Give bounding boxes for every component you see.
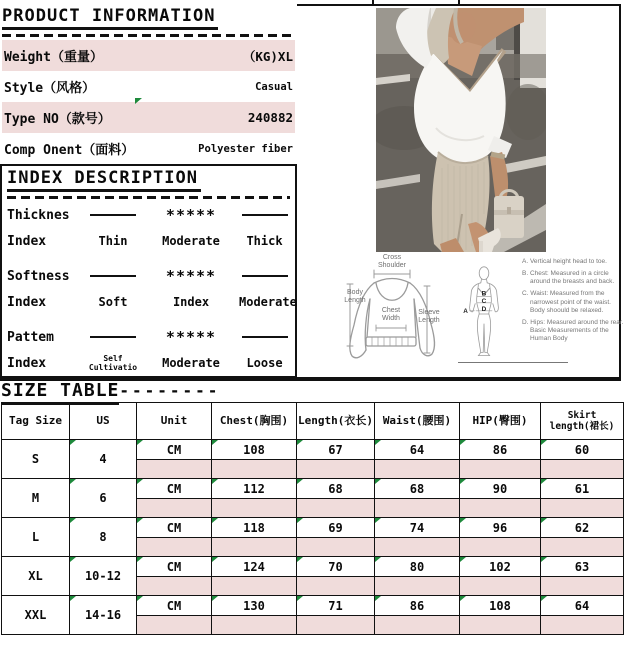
col-header-skirt-length: Skirt length(裙长) bbox=[541, 403, 624, 440]
size-row-xxl bbox=[2, 596, 624, 616]
length-cell: 68 bbox=[297, 479, 375, 499]
cell-flag-icon bbox=[460, 596, 466, 601]
range-line bbox=[83, 214, 143, 216]
thickness-option-thin: Thin bbox=[98, 234, 128, 248]
tag-size-cell: XL bbox=[2, 557, 70, 596]
cell-flag-icon bbox=[375, 440, 381, 445]
tag-size-cell: M bbox=[2, 479, 70, 518]
thickness-option-thick: Thick bbox=[246, 234, 283, 248]
softness-scale-row bbox=[7, 263, 290, 289]
cell-flag-icon bbox=[297, 479, 303, 484]
index-label: Index bbox=[7, 294, 47, 310]
cell-flag-icon bbox=[70, 440, 76, 445]
cell-flag-icon bbox=[297, 557, 303, 562]
cell-flag-icon bbox=[297, 440, 303, 445]
sleeve-length-label: Sleeve Length bbox=[418, 309, 440, 324]
product-info-rows bbox=[2, 40, 295, 164]
unit-cell: CM bbox=[137, 518, 212, 538]
size-row-m bbox=[2, 479, 624, 499]
product-info-row-typeno bbox=[2, 102, 295, 133]
cell-flag-icon bbox=[541, 440, 547, 445]
weight-label: Weight（重量） bbox=[4, 50, 103, 65]
body-length-label: Body Length bbox=[344, 289, 366, 304]
cell-flag-icon bbox=[375, 596, 381, 601]
us-size-cell: 6 bbox=[70, 479, 137, 518]
body-figure-diagram bbox=[460, 257, 508, 367]
note-hips: D. Hips: Measured around the rear. Basic Measurements of the Human Body bbox=[522, 318, 624, 342]
hip-cell: 102 bbox=[460, 557, 541, 577]
range-line bbox=[83, 336, 143, 338]
note-waist: C. Waist: Measured from the narrowest point of the waist. Body shoould be relaxed. bbox=[522, 290, 611, 314]
col-header-hip: HIP(臀围) bbox=[460, 403, 541, 440]
product-info-row-weight bbox=[2, 40, 295, 71]
range-line bbox=[239, 275, 290, 277]
measurement-diagram bbox=[330, 253, 622, 375]
chest-width-label: Chest Width bbox=[381, 307, 401, 322]
unit-cell: CM bbox=[137, 440, 212, 460]
component-label: Comp Onent（面料） bbox=[4, 143, 135, 158]
note-chest: B. Chest: Measured in a circle around the breasts and back. bbox=[522, 270, 615, 286]
unit-cell: CM bbox=[137, 557, 212, 577]
unit-cell: CM bbox=[137, 479, 212, 499]
range-line bbox=[239, 336, 290, 338]
size-row-l bbox=[2, 518, 624, 538]
figure-letter-b: B bbox=[481, 290, 487, 298]
typeno-label: Type NO（款号） bbox=[4, 112, 111, 127]
cell-flag-icon bbox=[541, 518, 547, 523]
grid-tick bbox=[372, 0, 374, 4]
product-photo bbox=[376, 8, 546, 252]
chest-cell: 112 bbox=[212, 479, 297, 499]
cell-flag-icon bbox=[541, 479, 547, 484]
us-size-cell: 14-16 bbox=[70, 596, 137, 635]
size-row-s bbox=[2, 440, 624, 460]
size-table-title bbox=[1, 381, 624, 401]
cell-flag-icon bbox=[70, 479, 76, 484]
cell-flag-icon bbox=[137, 557, 143, 562]
softness-stars: ***** bbox=[165, 267, 217, 285]
cell-flag-icon bbox=[137, 518, 143, 523]
cell-flag-icon bbox=[541, 557, 547, 562]
unit-cell: CM bbox=[137, 596, 212, 616]
hip-cell: 108 bbox=[460, 596, 541, 616]
thickness-stars: ***** bbox=[165, 206, 217, 224]
diagram-baseline bbox=[458, 362, 568, 363]
cell-flag-icon bbox=[212, 596, 218, 601]
skirt-cell: 64 bbox=[541, 596, 624, 616]
col-header-tag-size: Tag Size bbox=[2, 403, 70, 440]
size-table bbox=[1, 402, 624, 635]
style-value: Casual bbox=[255, 80, 293, 93]
size-table-section bbox=[1, 381, 624, 635]
col-header-length: Length(衣长) bbox=[297, 403, 375, 440]
col-header-unit: Unit bbox=[137, 403, 212, 440]
range-line bbox=[83, 275, 143, 277]
cell-flag-icon bbox=[212, 440, 218, 445]
col-header-us: US bbox=[70, 403, 137, 440]
grid-tick bbox=[458, 0, 460, 4]
size-table-header-row bbox=[2, 403, 624, 440]
product-info-title: PRODUCT INFORMATION bbox=[2, 6, 218, 30]
cell-flag-icon bbox=[460, 518, 466, 523]
figure-letter-a: A bbox=[463, 308, 468, 316]
waist-cell: 86 bbox=[375, 596, 460, 616]
pattern-option-selfcultivation: Self Cultivatio bbox=[88, 353, 138, 372]
us-size-cell: 8 bbox=[70, 518, 137, 557]
panel-top-border bbox=[297, 4, 621, 6]
cell-flag-icon bbox=[541, 596, 547, 601]
pattern-label: Pattem bbox=[7, 329, 54, 345]
pattern-options-row bbox=[7, 350, 290, 376]
size-row-xl bbox=[2, 557, 624, 577]
typeno-value: 240882 bbox=[247, 110, 293, 125]
style-label: Style（风格） bbox=[4, 81, 96, 96]
hip-cell: 96 bbox=[460, 518, 541, 538]
product-info-row-component bbox=[2, 133, 295, 164]
cell-flag-icon bbox=[70, 596, 76, 601]
chest-cell: 118 bbox=[212, 518, 297, 538]
cell-flag-icon bbox=[212, 557, 218, 562]
col-header-chest: Chest(胸围) bbox=[212, 403, 297, 440]
weight-value: （KG)XL bbox=[242, 48, 293, 64]
cell-flag-icon bbox=[70, 557, 76, 562]
skirt-cell: 60 bbox=[541, 440, 624, 460]
waist-cell: 74 bbox=[375, 518, 460, 538]
hip-cell: 86 bbox=[460, 440, 541, 460]
chest-cell: 108 bbox=[212, 440, 297, 460]
waist-cell: 68 bbox=[375, 479, 460, 499]
dashed-divider bbox=[2, 34, 295, 37]
cell-flag-icon bbox=[375, 479, 381, 484]
cell-flag-icon bbox=[297, 518, 303, 523]
thickness-label: Thicknes bbox=[7, 207, 70, 223]
cell-flag-icon bbox=[375, 557, 381, 562]
index-description-section bbox=[0, 164, 297, 378]
thickness-scale-row bbox=[7, 202, 290, 228]
length-cell: 67 bbox=[297, 440, 375, 460]
skirt-cell: 61 bbox=[541, 479, 624, 499]
cell-flag-icon bbox=[135, 98, 142, 104]
index-grid bbox=[7, 202, 297, 376]
length-cell: 69 bbox=[297, 518, 375, 538]
chest-cell: 124 bbox=[212, 557, 297, 577]
figure-letter-d: D bbox=[481, 305, 487, 313]
softness-option-index: Index bbox=[172, 295, 210, 309]
length-cell: 71 bbox=[297, 596, 375, 616]
us-size-cell: 10-12 bbox=[70, 557, 137, 596]
waist-cell: 80 bbox=[375, 557, 460, 577]
cell-flag-icon bbox=[212, 518, 218, 523]
cell-flag-icon bbox=[212, 479, 218, 484]
softness-options-row bbox=[7, 289, 297, 315]
pattern-stars: ***** bbox=[165, 328, 217, 346]
product-info-section bbox=[2, 6, 295, 164]
col-header-waist: Waist(腰围) bbox=[375, 403, 460, 440]
cell-flag-icon bbox=[297, 596, 303, 601]
pattern-scale-row bbox=[7, 324, 290, 350]
cell-flag-icon bbox=[137, 596, 143, 601]
thickness-options-row bbox=[7, 228, 290, 254]
dashed-divider bbox=[7, 196, 290, 199]
chest-cell: 130 bbox=[212, 596, 297, 616]
cell-flag-icon bbox=[137, 440, 143, 445]
skirt-cell: 63 bbox=[541, 557, 624, 577]
softness-label: Softness bbox=[7, 268, 70, 284]
component-value: Polyester fiber bbox=[198, 142, 293, 155]
tag-size-cell: XXL bbox=[2, 596, 70, 635]
cell-flag-icon bbox=[460, 479, 466, 484]
waist-cell: 64 bbox=[375, 440, 460, 460]
tag-size-cell: S bbox=[2, 440, 70, 479]
note-height: A. Vertical height head to toe. bbox=[522, 258, 607, 265]
length-cell: 70 bbox=[297, 557, 375, 577]
range-line bbox=[239, 214, 290, 216]
softness-option-soft: Soft bbox=[98, 295, 128, 309]
index-label: Index bbox=[7, 233, 47, 249]
measurement-notes bbox=[522, 258, 625, 347]
us-size-cell: 4 bbox=[70, 440, 137, 479]
skirt-cell: 62 bbox=[541, 518, 624, 538]
pattern-option-moderate: Moderate bbox=[162, 356, 220, 370]
tag-size-cell: L bbox=[2, 518, 70, 557]
cell-flag-icon bbox=[137, 479, 143, 484]
thickness-option-moderate: Moderate bbox=[162, 234, 220, 248]
softness-option-moderate: Moderate bbox=[239, 295, 297, 309]
index-label: Index bbox=[7, 355, 47, 371]
size-table-title-text: SIZE TABLE bbox=[1, 380, 119, 405]
hip-cell: 90 bbox=[460, 479, 541, 499]
cell-flag-icon bbox=[460, 440, 466, 445]
cell-flag-icon bbox=[375, 518, 381, 523]
cell-flag-icon bbox=[460, 557, 466, 562]
cross-shoulder-label: Cross Shoulder bbox=[377, 254, 407, 269]
cell-flag-icon bbox=[70, 518, 76, 523]
title-dashes: -------- bbox=[119, 381, 221, 400]
index-description-title: INDEX DESCRIPTION bbox=[7, 168, 201, 192]
pattern-option-loose: Loose bbox=[246, 356, 283, 370]
figure-letter-c: C bbox=[481, 297, 487, 305]
product-info-row-style bbox=[2, 71, 295, 102]
